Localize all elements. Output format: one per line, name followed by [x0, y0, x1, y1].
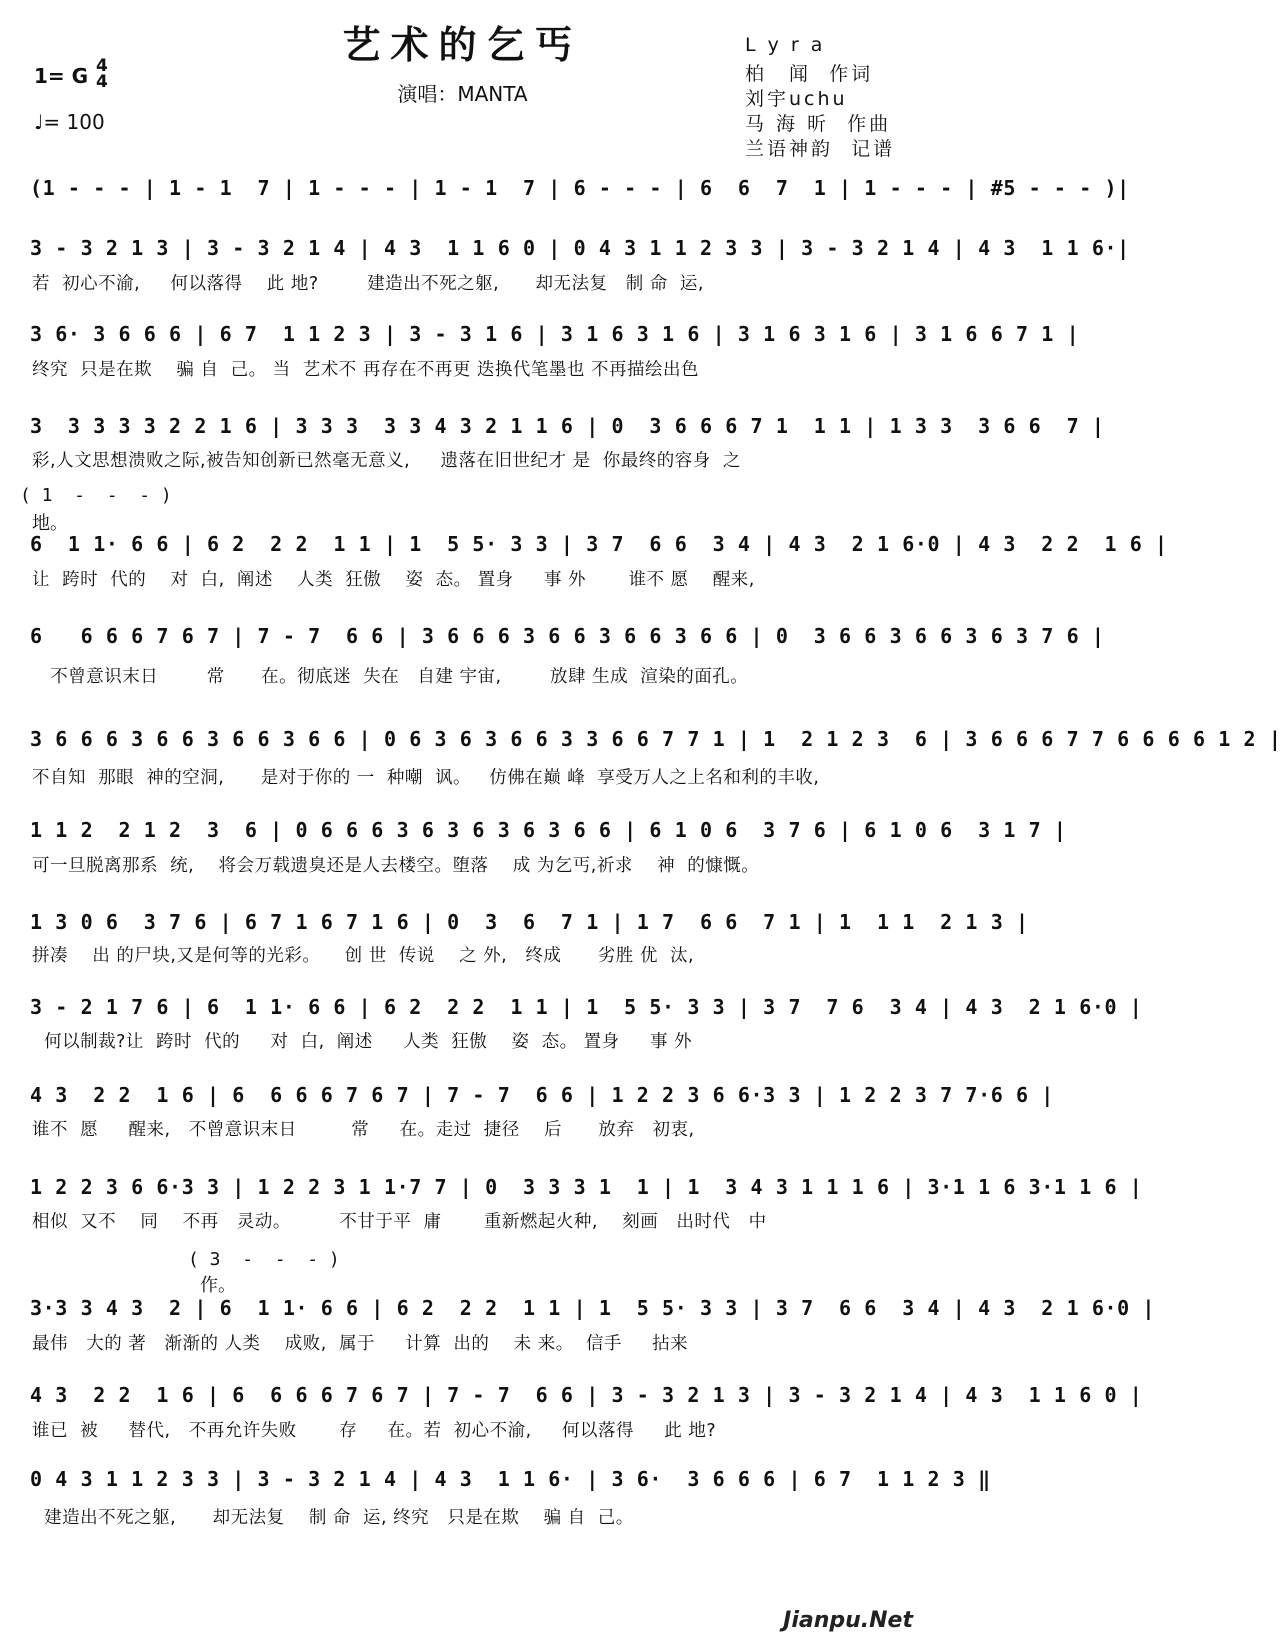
score-lyrics: 若 初心不渝, 何以落得 此 地? 建造出不死之躯, 却无法复 制 命 运, [32, 274, 704, 294]
score-notes: 4 3 2 2 1 6 | 6 6 6 6 7 6 7 | 7 - 7 6 6 | 1 2 2 3 6 6·3 3 | 1 2 2 3 7 7·6 6 | [30, 1083, 1054, 1107]
score-lyrics: 彩,人文思想溃败之际,被告知创新已然毫无意义, 遗落在旧世纪才 是 你最终的容身 之 [32, 451, 741, 471]
score-lyrics: 让 跨时 代的 对 白, 阐述 人类 狂傲 姿 态。 置身 事 外 谁不 愿 醒来, [32, 570, 755, 590]
score-notes: (1 - - - | 1 - 1 7 | 1 - - - | 1 - 1 7 | 6 - - - | 6 6 7 1 | 1 - - - | #5 - - - )| [30, 176, 1130, 200]
time-signature [96, 58, 108, 90]
score-notes: 3 3 3 3 3 2 2 1 6 | 3 3 3 3 3 4 3 2 1 1 6 | 0 3 6 6 6 7 1 1 1 | 1 3 3 3 6 6 7 | [30, 414, 1105, 438]
score-lyrics: 终究 只是在欺 骗 自 己。 当 艺术不 再存在不再更 迭换代笔墨也 不再描绘出色 [32, 360, 699, 380]
score-notes: 3 6· 3 6 6 6 | 6 7 1 1 2 3 | 3 - 3 1 6 | 3 1 6 3 1 6 | 3 1 6 3 1 6 | 3 1 6 6 7 1 | [30, 322, 1080, 346]
score-notes: 6 1 1· 6 6 | 6 2 2 2 1 1 | 1 5 5· 3 3 | 3 7 6 6 3 4 | 4 3 2 1 6·0 | 4 3 2 2 1 6 | [30, 532, 1168, 556]
score-notes: 1 3 0 6 3 7 6 | 6 7 1 6 7 1 6 | 0 3 6 7 1 | 1 7 6 6 7 1 | 1 1 1 2 1 3 | [30, 910, 1029, 934]
repeat-notes: ( 1 - - - ) [20, 485, 172, 506]
score-notes: 4 3 2 2 1 6 | 6 6 6 6 7 6 7 | 7 - 7 6 6 | 3 - 3 2 1 3 | 3 - 3 2 1 4 | 4 3 1 1 6 0 | [30, 1383, 1143, 1407]
score-lyrics: 相似 又不 同 不再 灵动。 不甘于平 庸 重新燃起火种, 刻画 出时代 中 [32, 1212, 767, 1232]
score-notes: 1 2 2 3 6 6·3 3 | 1 2 2 3 1 1·7 7 | 0 3 3 3 1 1 | 1 3 4 3 1 1 1 6 | 3·1 1 6 3·1 1 6 | [30, 1175, 1143, 1199]
score-notes: 1 1 2 2 1 2 3 6 | 0 6 6 6 3 6 3 6 3 6 3 6 6 | 6 1 0 6 3 7 6 | 6 1 0 6 3 1 7 | [30, 818, 1067, 842]
score-lyrics: 何以制裁?让 跨时 代的 对 白, 阐述 人类 狂傲 姿 态。 置身 事 外 [32, 1032, 693, 1052]
time-top: 4 [96, 56, 108, 76]
song-title: 艺术的乞丐 [342, 22, 583, 67]
score-lyrics: 拼凑 出 的尸块,又是何等的光彩。 创 世 传说 之 外, 终成 劣胜 优 汰, [32, 946, 695, 966]
credit-line: 刘宇uchu [745, 88, 848, 110]
key-signature: 1= G [34, 64, 89, 88]
tempo-marking: ♩= 100 [34, 110, 105, 134]
site-watermark: Jianpu.Net [783, 1608, 913, 1633]
score-notes: 3 - 3 2 1 3 | 3 - 3 2 1 4 | 4 3 1 1 6 0 | 0 4 3 1 1 2 3 3 | 3 - 3 2 1 4 | 4 3 1 1 6·| [30, 236, 1130, 260]
score-notes: 3·3 3 4 3 2 | 6 1 1· 6 6 | 6 2 2 2 1 1 | 1 5 5· 3 3 | 3 7 6 6 3 4 | 4 3 2 1 6·0 | [30, 1296, 1156, 1320]
score-notes: 3 6 6 6 3 6 6 3 6 6 3 6 6 | 0 6 3 6 3 6 6 3 3 6 6 7 7 1 | 1 2 1 2 3 6 | 3 6 6 6 7 7 6 6 6 6 1 2 | [30, 727, 1281, 751]
credit-line: 马 海 昕 作曲 [745, 113, 892, 135]
score-lyrics: 最伟 大的 著 渐渐的 人类 成败, 属于 计算 出的 未 来。 信手 拈来 [32, 1334, 689, 1354]
score-lyrics: 谁已 被 替代, 不再允许失败 存 在。若 初心不渝, 何以落得 此 地? [32, 1421, 717, 1441]
score-notes: 6 6 6 6 7 6 7 | 7 - 7 6 6 | 3 6 6 6 3 6 6 3 6 6 3 6 6 | 0 3 6 6 3 6 6 3 6 3 7 6 | [30, 624, 1105, 648]
score-lyrics: 建造出不死之躯, 却无法复 制 命 运, 终究 只是在欺 骗 自 己。 [32, 1508, 634, 1528]
repeat-notes: ( 3 - - - ) [188, 1249, 340, 1270]
repeat-lyric: 作。 [200, 1275, 236, 1296]
credit-line: 柏 闻 作词 [745, 63, 874, 85]
score-notes: 0 4 3 1 1 2 3 3 | 3 - 3 2 1 4 | 4 3 1 1 6· | 3 6· 3 6 6 6 | 6 7 1 1 2 3 ‖ [30, 1467, 991, 1491]
score-lyrics: 不曾意识末日 常 在。彻底迷 失在 自建 宇宙, 放肆 生成 渲染的面孔。 [32, 667, 749, 687]
singer-credit: 演唱：MANTA [397, 82, 528, 106]
score-lyrics: 可一旦脱离那系 统, 将会万载遗臭还是人去楼空。堕落 成 为乞丐,祈求 神 的慷慨。 [32, 856, 760, 876]
score-lyrics: 谁不 愿 醒来, 不曾意识末日 常 在。走过 捷径 后 放弃 初衷, [32, 1120, 695, 1140]
credit-line: L y r a [745, 34, 826, 56]
time-bottom: 4 [96, 72, 108, 92]
score-notes: 3 - 2 1 7 6 | 6 1 1· 6 6 | 6 2 2 2 1 1 | 1 5 5· 3 3 | 3 7 7 6 3 4 | 4 3 2 1 6·0 | [30, 995, 1143, 1019]
score-lyrics: 不自知 那眼 神的空洞, 是对于你的 一 种嘲 讽。 仿佛在巅 峰 享受万人之上名和利的丰收, [32, 768, 820, 788]
repeat-lyric: 地。 [32, 513, 68, 534]
credit-line: 兰语神韵 记谱 [745, 138, 896, 160]
